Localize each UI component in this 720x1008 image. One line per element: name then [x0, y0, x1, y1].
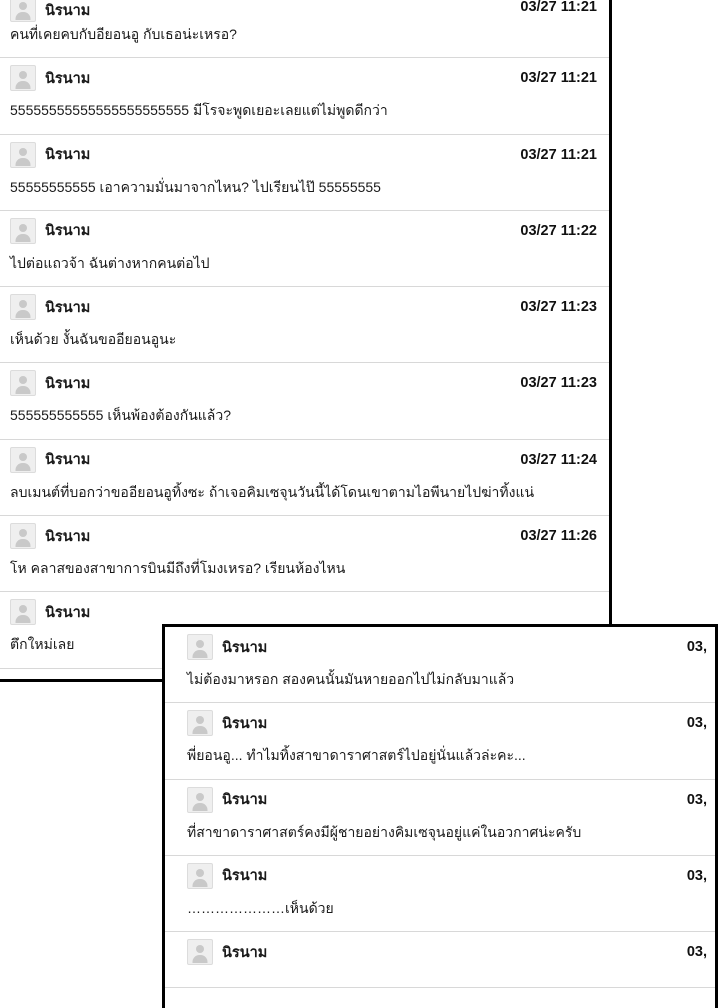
comment-author: นิรนาม	[222, 639, 268, 656]
user-avatar-icon	[10, 0, 36, 22]
comment-timestamp: 03/27 11:21	[520, 146, 597, 163]
comment-header	[0, 363, 609, 403]
comment-text: 55555555555 เอาความมั่นมาจากไหน? ไปเรียนไป๊ 55555555	[10, 178, 381, 195]
comment-header	[165, 780, 715, 820]
comment-timestamp: 03/27 11:21	[520, 70, 597, 87]
user-avatar-icon	[187, 787, 213, 813]
user-avatar-icon	[10, 294, 36, 320]
comment-timestamp: 03,	[686, 715, 707, 732]
comment-item[interactable]	[0, 287, 609, 363]
comment-author: นิรนาม	[45, 3, 91, 19]
comment-header	[165, 856, 715, 896]
comment-author: นิรนาม	[222, 792, 268, 809]
comment-text	[165, 972, 715, 987]
comment-timestamp: 03,	[686, 944, 707, 961]
comment-item[interactable]	[0, 135, 609, 211]
comment-item[interactable]	[0, 516, 609, 592]
comment-item[interactable]	[165, 780, 715, 856]
comment-header	[0, 440, 609, 480]
comment-item[interactable]	[165, 856, 715, 932]
comment-item[interactable]	[165, 932, 715, 988]
comment-text: ไปต่อแถวจ้า ฉันต่างหากคนต่อไป	[10, 254, 210, 271]
comment-text: พี่ยอนอู... ทำไมทิ้งสาขาดาราศาสตร์ไปอยู่นั่นแล้วล่ะคะ...	[187, 747, 526, 764]
comment-author: นิรนาม	[45, 147, 91, 164]
comment-text: 555555555555 เห็นพ้องต้องกันแล้ว?	[10, 407, 232, 424]
comment-item[interactable]	[0, 58, 609, 134]
user-avatar-icon	[10, 523, 36, 549]
comment-author: นิรนาม	[45, 452, 91, 469]
comment-text: ที่สาขาดาราศาสตร์คงมีผู้ชายอย่างคิมเซจุนอยู่แค่ในอวกาศน่ะครับ	[187, 823, 582, 840]
comment-timestamp: 03/27 11:22	[520, 222, 597, 239]
comment-item[interactable]	[165, 703, 715, 779]
comment-timestamp: 03/27 11:23	[520, 299, 597, 316]
comment-text: …………………เห็นด้วย	[187, 899, 334, 916]
comment-header	[165, 703, 715, 743]
comment-item[interactable]	[0, 211, 609, 287]
comment-text: ลบเมนต์ที่บอกว่าขออียอนอูทิ้งซะ ถ้าเจอคิมเซจุนวันนี้ได้โดนเขาตามไอพีนายไปฆ่าทิ้งแน่	[10, 483, 535, 500]
comment-author: นิรนาม	[222, 868, 268, 885]
comment-timestamp: 03/27 11:21	[520, 0, 597, 15]
comment-timestamp: 03/27 11:24	[520, 451, 597, 468]
user-avatar-icon	[10, 65, 36, 91]
comment-text: คนที่เคยคบกับอียอนอู กับเธอน่ะเหรอ?	[10, 26, 237, 42]
user-avatar-icon	[187, 863, 213, 889]
user-avatar-icon	[10, 370, 36, 396]
comment-author: นิรนาม	[45, 223, 91, 240]
comment-timestamp: 03/27 11:26	[520, 528, 597, 545]
comment-text: โห คลาสของสาขาการบินมีถึงที่โมงเหรอ? เรียนห้องไหน	[10, 560, 346, 577]
comment-text: เห็นด้วย งั้นฉันขออียอนอูนะ	[10, 331, 177, 348]
comment-header	[0, 58, 609, 98]
user-avatar-icon	[10, 599, 36, 625]
comment-timestamp: 03,	[686, 867, 707, 884]
comment-text: ตึกใหม่เลย	[10, 636, 75, 653]
comment-author: นิรนาม	[222, 944, 268, 961]
user-avatar-icon	[187, 939, 213, 965]
comment-text: 55555555555555555555555 มีโรจะพูดเยอะเลยแต่ไม่พูดดีกว่า	[10, 102, 388, 119]
comment-author: นิรนาม	[45, 299, 91, 316]
comment-header	[0, 287, 609, 327]
comment-item[interactable]	[0, 363, 609, 439]
comment-timestamp: 03,	[686, 639, 707, 655]
comment-item[interactable]	[165, 627, 715, 703]
comment-item[interactable]	[0, 0, 609, 58]
comment-author: นิรนาม	[45, 70, 91, 87]
user-avatar-icon	[10, 142, 36, 168]
comment-author: นิรนาม	[45, 375, 91, 392]
comment-list-front	[162, 624, 718, 1008]
comment-header	[0, 211, 609, 251]
comment-author: นิรนาม	[222, 715, 268, 732]
user-avatar-icon	[187, 710, 213, 736]
user-avatar-icon	[187, 634, 213, 660]
comment-header	[0, 0, 609, 22]
comment-header	[165, 932, 715, 972]
comment-author: นิรนาม	[45, 528, 91, 545]
user-avatar-icon	[10, 218, 36, 244]
comment-author: นิรนาม	[45, 604, 91, 621]
comment-text: ไม่ต้องมาหรอก สองคนนั้นมันหายออกไปไม่กลับมาแล้ว	[187, 671, 515, 687]
comment-header	[0, 516, 609, 556]
comment-header	[165, 627, 715, 667]
comment-item[interactable]	[0, 440, 609, 516]
comment-header	[0, 135, 609, 175]
comment-timestamp: 03/27 11:23	[520, 375, 597, 392]
user-avatar-icon	[10, 447, 36, 473]
comment-timestamp: 03,	[686, 791, 707, 808]
